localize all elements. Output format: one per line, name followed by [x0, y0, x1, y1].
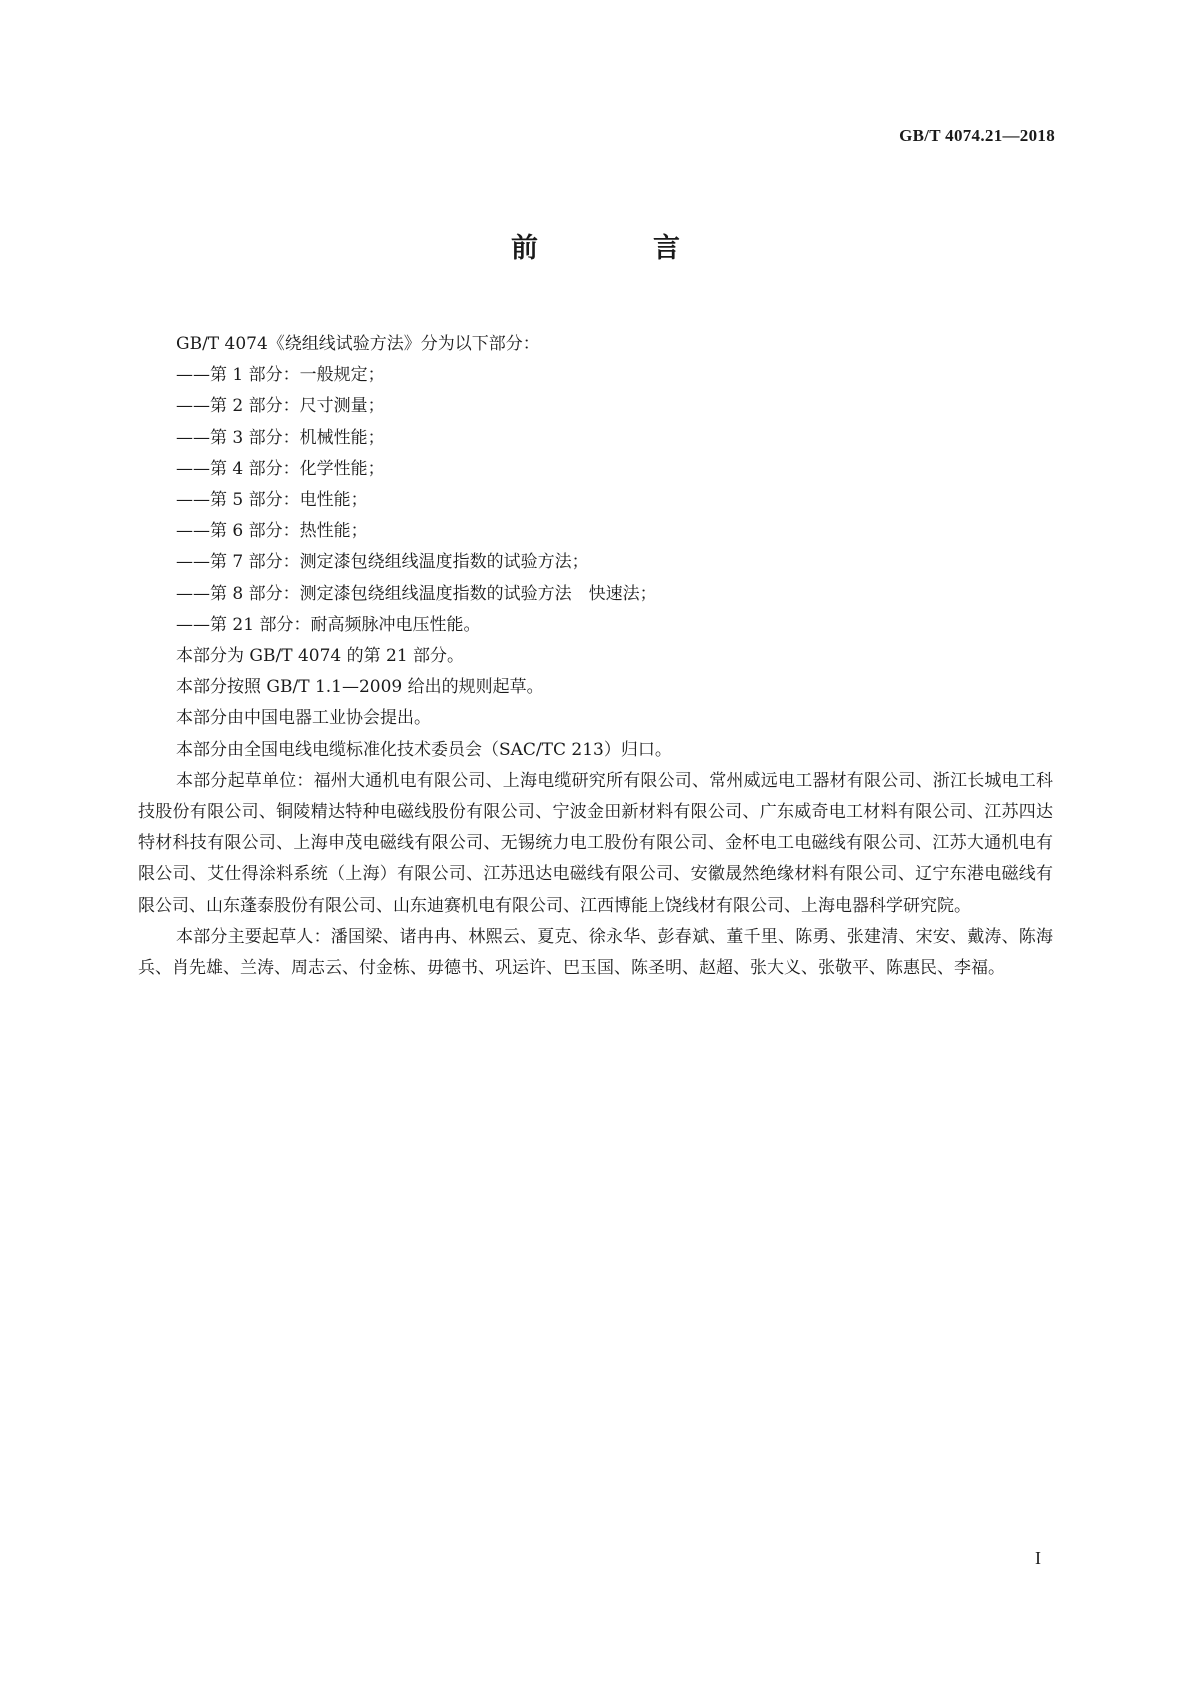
- statement-line: 本部分由全国电线电缆标准化技术委员会（SAC/TC 213）归口。: [176, 739, 672, 760]
- drafting-units-paragraph: 本部分起草单位：福州大通机电有限公司、上海电缆研究所有限公司、常州威远电工器材有限公司、浙江长城电工科技股份有限公司、铜陵精达特种电磁线股份有限公司、宁波金田新材料有限公司、广东威奇电工材料有限公司、江苏四达特材科技有限公司、上海申茂电磁线有限公司、无锡统力电工股份有限公司、金杯电工电磁线有限公司、江苏大通机电有限公司、艾仕得涂料系统（上海）有限公司、江苏迅达电磁线有限公司、安徽晟然绝缘材料有限公司、辽宁东港电磁线有限公司、山东蓬泰股份有限公司、山东迪赛机电有限公司、江西博能上饶线材有限公司、上海电器科学研究院。: [138, 770, 1053, 916]
- part-item: ——第 3 部分：机械性能；: [176, 427, 385, 448]
- intro-line: GB/T 4074《绕组线试验方法》分为以下部分：: [176, 334, 540, 354]
- part-item: ——第 6 部分：热性能；: [176, 521, 368, 542]
- statement-line: 本部分为 GB/T 4074 的第 21 部分。: [176, 646, 465, 667]
- foreword-body: [138, 329, 1053, 984]
- part-item: ——第 21 部分：耐高频脉冲电压性能。: [176, 614, 481, 635]
- part-item: ——第 1 部分：一般规定；: [176, 365, 385, 386]
- statement-line: 本部分按照 GB/T 1.1—2009 给出的规则起草。: [176, 677, 544, 698]
- part-item: ——第 5 部分：电性能；: [176, 490, 368, 511]
- page-number: I: [1035, 1548, 1041, 1568]
- part-item: ——第 7 部分：测定漆包绕组线温度指数的试验方法；: [176, 552, 589, 573]
- standard-code: GB/T 4074.21—2018: [899, 126, 1055, 145]
- statement-line: 本部分由中国电器工业协会提出。: [176, 708, 431, 729]
- part-item: ——第 2 部分：尺寸测量；: [176, 396, 385, 417]
- part-item: ——第 8 部分：测定漆包绕组线温度指数的试验方法 快速法；: [176, 583, 657, 604]
- drafters-paragraph: 本部分主要起草人：潘国梁、诸冉冉、林熙云、夏克、徐永华、彭春斌、董千里、陈勇、张建清、宋安、戴涛、陈海兵、肖先雄、兰涛、周志云、付金栋、毋德书、巩运许、巴玉国、陈圣明、赵超、张大义、张敬平、陈惠民、李福。: [138, 926, 1053, 979]
- page-title: 前 言: [511, 233, 724, 264]
- part-item: ——第 4 部分：化学性能；: [176, 458, 385, 479]
